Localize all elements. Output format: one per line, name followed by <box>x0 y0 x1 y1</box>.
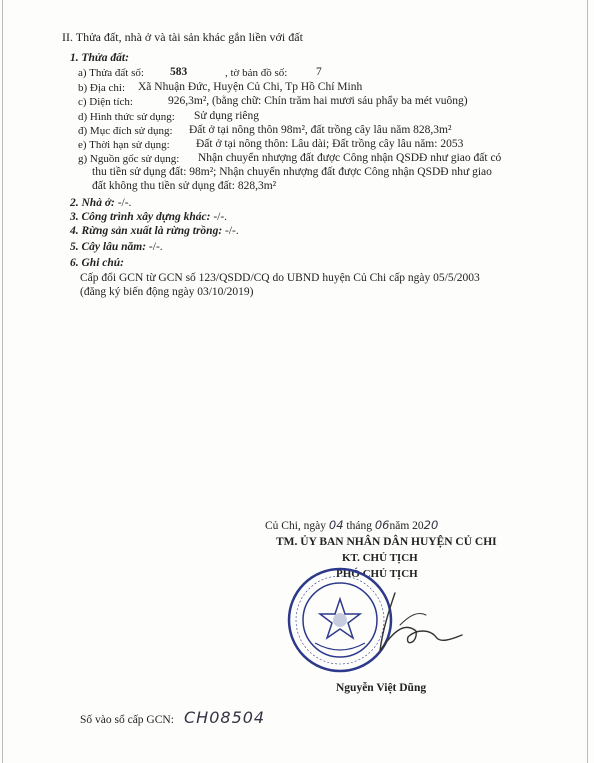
day-value: 04 <box>328 518 344 532</box>
origin-label: g) Nguồn gốc sử dụng: <box>78 153 180 165</box>
kt-label: KT. CHỦ TỊCH <box>342 552 418 564</box>
registry-label: Số vào sổ cấp GCN: <box>80 714 174 726</box>
area-value: 926,3m², (bằng chữ: Chín trăm hai mươi sáu phẩy ba mét vuông) <box>168 95 468 107</box>
origin-line-2: thu tiền sử dụng đất: 98m²; Nhận chuyển nhượng đất được Công nhận QSDĐ như giao <box>92 166 492 178</box>
forest-value: -/-. <box>225 225 239 237</box>
usage-purpose-label: đ) Mục đích sử dụng: <box>78 125 173 137</box>
parcel-number-label: a) Thửa đất số: <box>78 67 144 79</box>
address-label: b) Địa chỉ: <box>78 82 126 94</box>
notes-line-2: (đăng ký biến động ngày 03/10/2019) <box>80 286 254 298</box>
perennial-value: -/-. <box>148 241 163 253</box>
construction-label: 3. Công trình xây dựng khác: <box>70 211 211 223</box>
construction-value: -/-. <box>213 211 228 223</box>
usage-term-label: e) Thời hạn sử dụng: <box>78 139 170 151</box>
origin-line-1: Nhận chuyển nhượng đất được Công nhận QSDĐ như giao đất có <box>198 152 502 164</box>
usage-purpose-value: Đất ở tại nông thôn 98m², đất trồng cây lâu năm 828,3m² <box>189 124 452 136</box>
registry-value: CH08504 <box>184 708 266 727</box>
usage-form-value: Sử dụng riêng <box>194 110 260 122</box>
notes-line-1: Cấp đổi GCN từ GCN số 123/QSDD/CQ do UBND huyện Củ Chi cấp ngày 05/5/2003 <box>80 272 480 284</box>
year-label: năm 20 <box>389 520 424 532</box>
authority-title: TM. ỦY BAN NHÂN DÂN HUYỆN CỦ CHI <box>276 536 497 548</box>
right-edge-line <box>587 0 588 763</box>
house-label: 2. Nhà ở: <box>70 197 115 209</box>
notes-label: 6. Ghi chú: <box>70 257 124 269</box>
place-prefix: Củ Chi, ngày <box>265 520 327 532</box>
origin-line-3: đất không thu tiền sử dụng đất: 828,3m² <box>92 180 277 192</box>
month-label: tháng <box>346 520 372 532</box>
map-sheet-value: 7 <box>316 66 322 78</box>
house-value: -/-. <box>117 197 132 209</box>
address-value: Xã Nhuận Đức, Huyện Củ Chi, Tp Hồ Chí Minh <box>138 81 363 93</box>
land-heading: 1. Thửa đất: <box>70 52 129 64</box>
usage-term-value: Đất ở tại nông thôn: Lâu dài; Đất trồng cây lâu năm: 2053 <box>196 138 464 150</box>
section-title: II. Thửa đất, nhà ở và tài sản khác gắn liền với đất <box>62 30 303 44</box>
area-label: c) Diện tích: <box>78 96 133 108</box>
forest-label: 4. Rừng sản xuất là rừng trồng: <box>70 225 223 237</box>
perennial-label: 5. Cây lâu năm: <box>70 241 147 253</box>
position-title: PHÓ CHỦ TỊCH <box>336 568 418 580</box>
signer-name: Nguyễn Việt Dũng <box>336 682 427 694</box>
parcel-number-value: 583 <box>170 66 188 78</box>
month-value: 06 <box>374 518 390 532</box>
usage-form-label: d) Hình thức sử dụng: <box>78 111 175 123</box>
handwritten-signature <box>360 585 470 660</box>
signing-date <box>265 518 438 532</box>
year-value: 20 <box>423 518 439 532</box>
left-edge-line <box>2 0 3 763</box>
map-sheet-label: , tờ bản đồ số: <box>225 67 288 79</box>
